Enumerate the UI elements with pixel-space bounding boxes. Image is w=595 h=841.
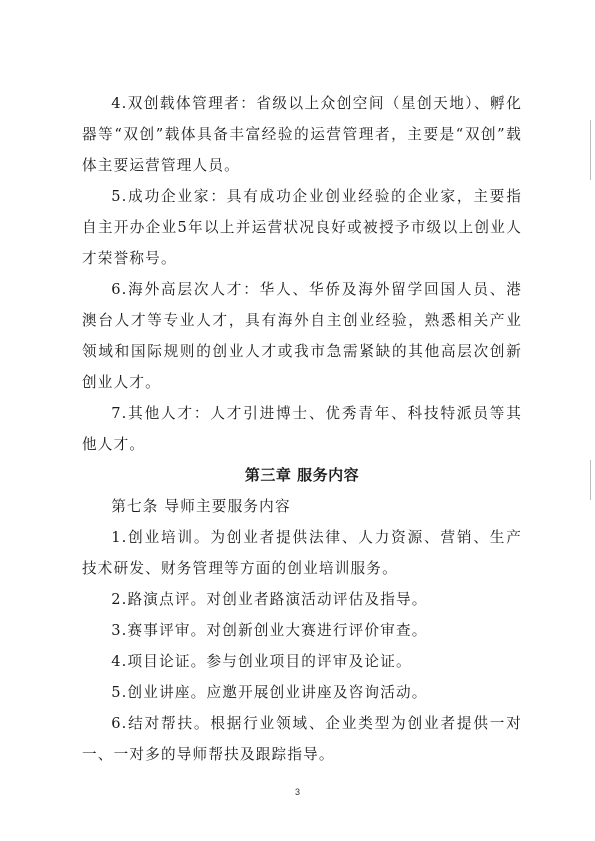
article-heading: 第七条 导师主要服务内容 [111,498,291,515]
scan-edge-mark [590,460,591,500]
service-item-lecture: 5.创业讲座。应邀开展创业讲座及咨询活动。 [111,684,428,701]
paragraph-talent-5: 5.成功企业家：具有成功企业创业经验的企业家，主要指自主开办企业5年以上并运营状况良好或被授予市级以上创业人才荣誉称号。 [82,188,522,267]
service-item-project: 4.项目论证。参与创业项目的评审及论证。 [111,653,412,670]
chapter-heading: 第三章 服务内容 [244,466,360,484]
service-item-training: 1.创业培训。为创业者提供法律、人力资源、营销、生产技术研发、财务管理等方面的创业培训服务。 [82,529,522,577]
service-item-competition: 3.赛事评审。对创新创业大赛进行评价审查。 [111,622,428,639]
page-number: 3 [294,787,300,797]
service-item-mentoring: 6.结对帮扶。根据行业领域、企业类型为创业者提供一对一、一对多的导师帮扶及跟踪指导。 [82,715,522,763]
scan-edge-mark [590,120,591,180]
service-item-roadshow: 2.路演点评。对创业者路演活动评估及指导。 [111,591,428,608]
paragraph-talent-6: 6.海外高层次人才：华人、华侨及海外留学回国人员、港澳台人才等专业人才，具有海外自主创业经验，熟悉相关产业领域和国际规则的创业人才或我市急需紧缺的其他高层次创新创业人才。 [82,281,522,391]
document-body [82,88,522,770]
paragraph-talent-4: 4.双创载体管理者：省级以上众创空间（星创天地）、孵化器等“双创”载体具备丰富经验的运营管理者，主要是“双创”载体主要运营管理人员。 [82,95,522,174]
paragraph-talent-7: 7.其他人才：人才引进博士、优秀青年、科技特派员等其他人才。 [82,405,522,453]
